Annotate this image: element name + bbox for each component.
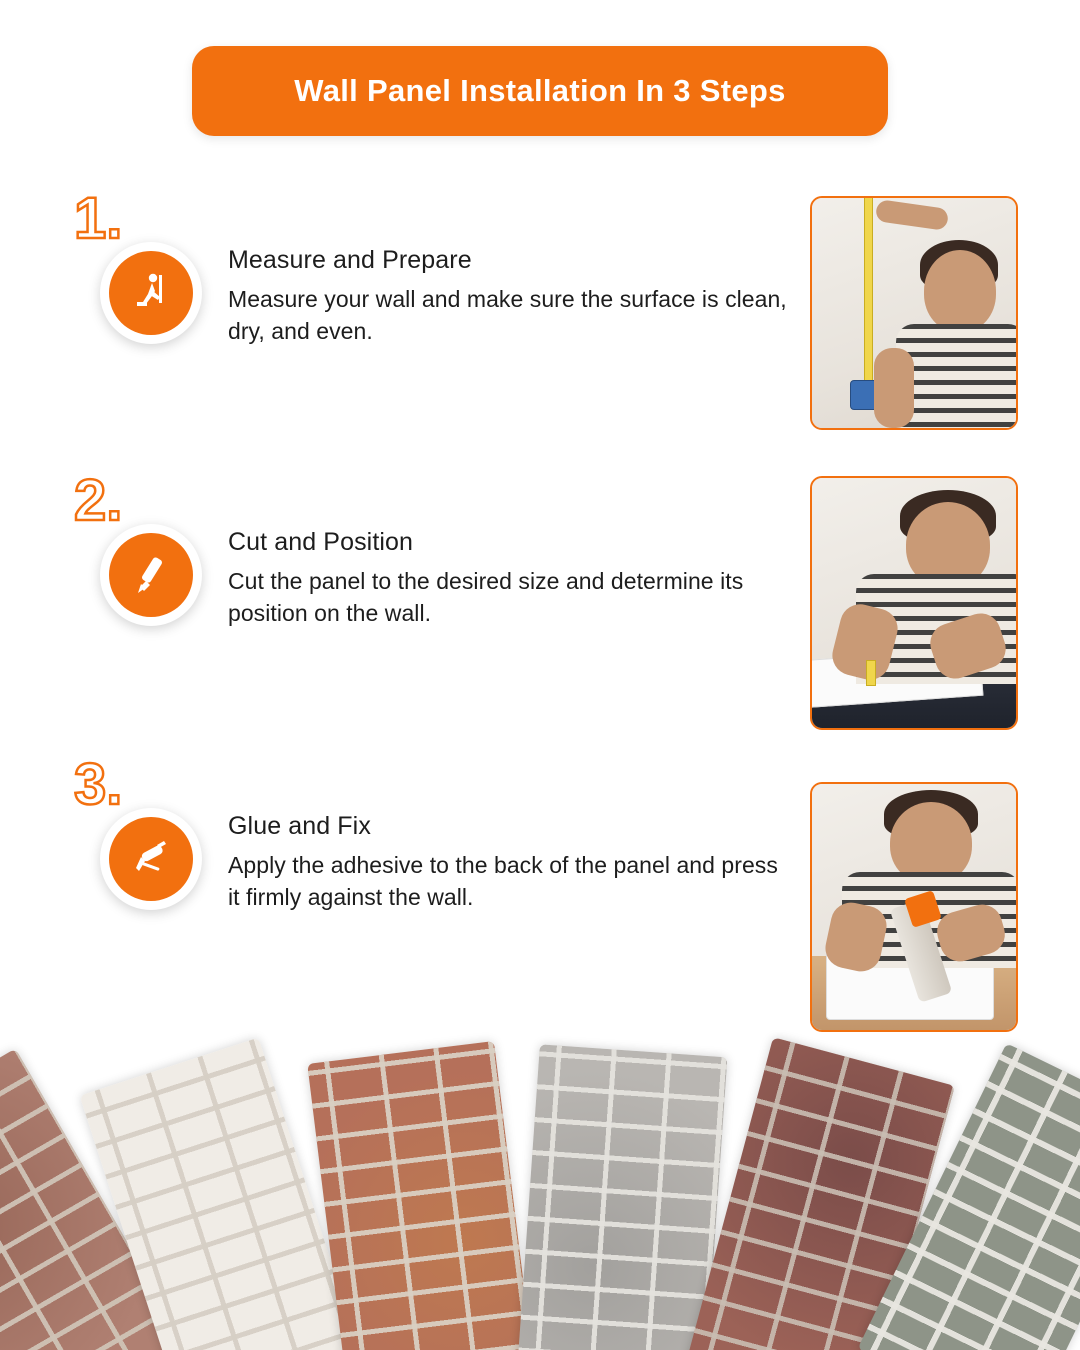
step-icon-1-wrapper: [100, 242, 202, 344]
step-title-2: Cut and Position: [228, 528, 414, 556]
caulking-gun-icon: [109, 817, 193, 901]
panel-samples-fan: [0, 1030, 1080, 1350]
utility-knife-icon: [109, 533, 193, 617]
step-title-1: Measure and Prepare: [228, 246, 472, 274]
step-icon-2-wrapper: [100, 524, 202, 626]
step-photo-3: [810, 782, 1018, 1032]
step-number-2: 2.: [74, 468, 123, 533]
person-measuring-icon: [109, 251, 193, 335]
step-text-2: [228, 528, 788, 629]
step-description-2: Cut the panel to the desired size and determine its position on the wall.: [228, 568, 744, 626]
step-number-3: 3.: [74, 752, 123, 817]
panel-sample-3: [307, 1041, 535, 1350]
step-number-1: 1.: [74, 186, 123, 251]
step-photo-1: [810, 196, 1018, 430]
step-description-1: Measure your wall and make sure the surface is clean, dry, and even.: [228, 286, 787, 344]
step-text-3: [228, 812, 788, 913]
step-title-3: Glue and Fix: [228, 812, 371, 840]
panel-sample-4: [516, 1044, 727, 1350]
step-description-3: Apply the adhesive to the back of the panel and press it firmly against the wall.: [228, 852, 778, 910]
step-icon-3-wrapper: [100, 808, 202, 910]
step-text-1: [228, 246, 788, 347]
page-title: Wall Panel Installation In 3 Steps: [294, 73, 786, 108]
header-banner: [192, 46, 888, 136]
step-photo-2: [810, 476, 1018, 730]
